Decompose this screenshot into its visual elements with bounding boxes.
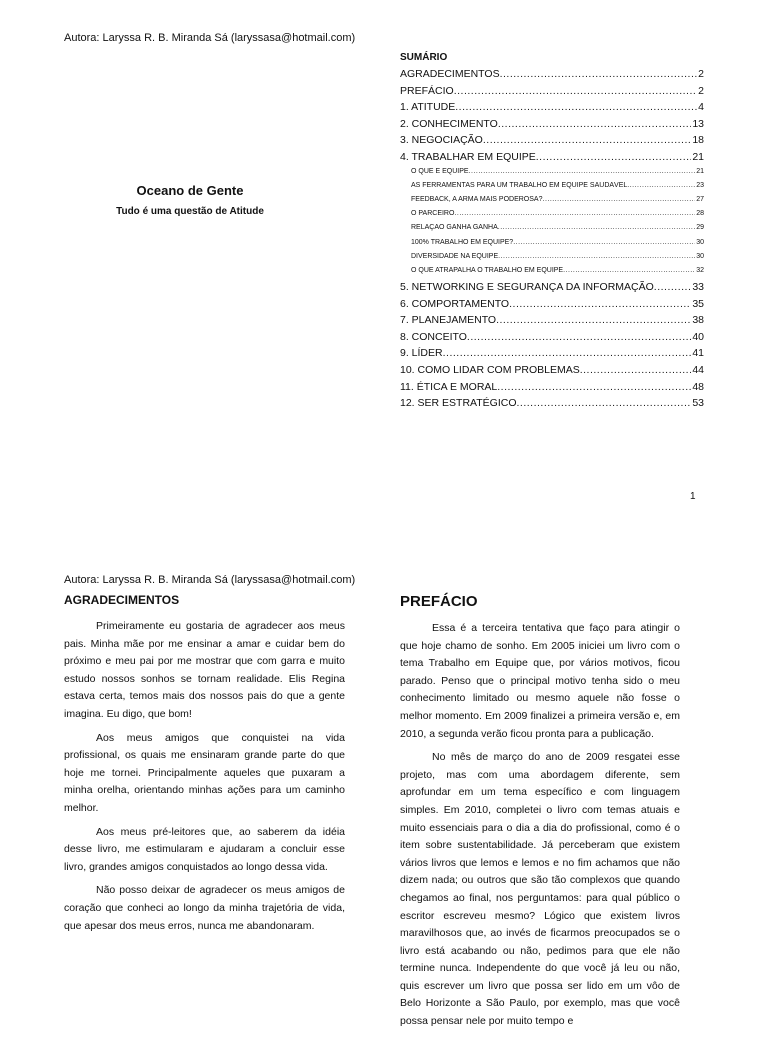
toc-entry-label: 6. COMPORTAMENTO bbox=[400, 297, 510, 310]
toc-entry-label: RELAÇÃO GANHA GANHA bbox=[411, 224, 498, 232]
toc-entry-label: O PARCEIRO bbox=[411, 210, 455, 218]
toc-entry-label: AGRADECIMENTOS bbox=[400, 68, 500, 80]
toc-entry[interactable] bbox=[400, 314, 704, 331]
toc-entry[interactable] bbox=[400, 210, 704, 224]
toc-entry-label: 3. NEGOCIAÇÃO bbox=[400, 134, 483, 147]
toc-dot-leader bbox=[500, 68, 698, 80]
toc-dot-leader bbox=[627, 182, 695, 189]
toc-entry-page: 13 bbox=[692, 117, 704, 130]
toc-entry-label: 5. NETWORKING E SEGURANÇA DA INFORMAÇÃO bbox=[400, 281, 654, 294]
toc-entry[interactable] bbox=[400, 253, 704, 267]
toc-dot-leader bbox=[496, 314, 691, 326]
toc-dot-leader bbox=[497, 381, 691, 393]
toc-entry[interactable] bbox=[400, 298, 704, 315]
toc-entry-label: O QUE É EQUIPE bbox=[411, 167, 469, 175]
toc-dot-leader bbox=[443, 347, 692, 359]
toc-dot-leader bbox=[509, 298, 691, 310]
toc-entry[interactable] bbox=[400, 196, 704, 210]
preface-text bbox=[400, 620, 680, 1037]
toc-entry-page: 38 bbox=[692, 314, 704, 327]
toc-entry[interactable] bbox=[400, 397, 704, 414]
toc-entry-label: FEEDBACK, A ARMA MAIS PODEROSA? bbox=[411, 195, 543, 203]
table-of-contents bbox=[400, 52, 704, 414]
toc-entry[interactable] bbox=[400, 381, 704, 398]
toc-dot-leader bbox=[536, 151, 692, 163]
toc-entry-page: 21 bbox=[692, 150, 704, 163]
toc-dot-leader bbox=[454, 210, 695, 217]
toc-entry-page: 32 bbox=[696, 266, 704, 274]
toc-entry-page: 35 bbox=[692, 297, 704, 310]
book-subtitle: Tudo é uma questão de Atitude bbox=[116, 206, 264, 217]
preface-heading: PREFÁCIO bbox=[400, 593, 478, 610]
toc-entry-label: PREFÁCIO bbox=[400, 84, 454, 97]
toc-entry-page: 28 bbox=[696, 210, 704, 218]
toc-entry[interactable] bbox=[400, 168, 704, 182]
toc-entry-label: 12. SER ESTRATÉGICO bbox=[400, 397, 517, 410]
toc-entry-page: 44 bbox=[692, 364, 704, 377]
toc-entry-label: O QUE ATRAPALHA O TRABALHO EM EQUIPE bbox=[411, 266, 564, 274]
page-number: 1 bbox=[690, 491, 696, 502]
toc-dot-leader bbox=[467, 331, 691, 343]
toc-entry[interactable] bbox=[400, 101, 704, 118]
toc-entry-page: 27 bbox=[696, 195, 704, 203]
toc-entry-page: 41 bbox=[692, 347, 704, 360]
toc-entry-page: 53 bbox=[692, 397, 704, 410]
toc-entry-page: 18 bbox=[692, 134, 704, 147]
toc-dot-leader bbox=[543, 196, 696, 203]
toc-entry[interactable] bbox=[400, 239, 704, 253]
toc-entry[interactable] bbox=[400, 267, 704, 281]
toc-entry-label: 4. TRABALHAR EM EQUIPE bbox=[400, 150, 536, 163]
toc-entry-page: 30 bbox=[696, 238, 704, 246]
toc-entry-label: DIVERSIDADE NA EQUIPE bbox=[411, 252, 499, 260]
toc-entry-label: 10. COMO LIDAR COM PROBLEMAS bbox=[400, 364, 580, 377]
toc-entry[interactable] bbox=[400, 68, 704, 85]
preface-paragraph: No mês de março do ano de 2009 resgatei esse projeto, mas com uma abordagem diferente, sem aprofundar em um tema específico e com linguagem simples. Em 2010, completei o livro com temas atuais e muito essenciais para o dia a dia do profissional, como é o item sobre sustentabilidade. Já perceberam que existem vários livros que lemos e lemos e no fim achamos que não dizem nada; ou outros que são tão complexos que quando chegamos ao final, nos perguntamos: para qual público o escritor escreveu mesmo? Lógico que existem livros maravilhosos que, ao invés de ficarmos preocupados se o livro está acabando ou não, pedimos para que ele não termine nunca. Independente do que você já leu ou não, quis escrever um livro que possa ser lido em um vôo de Belo Horizonte a São Paulo, por exemplo, mas que você possa pensar nele por muito tempo e bbox=[400, 751, 680, 1028]
toc-entry[interactable] bbox=[400, 182, 704, 196]
acknowledgements-paragraph: Aos meus amigos que conquistei na vida profissional, os quais me ensinaram grande parte do que hoje me tornei. Principalmente aqueles que puxaram a minha orelha, orientando minhas ações para um caminho melhor. bbox=[64, 731, 345, 814]
page2-author-line: Autora: Laryssa R. B. Miranda Sá (laryssasa@hotmail.com) bbox=[64, 574, 356, 586]
toc-entry-page: 23 bbox=[696, 181, 704, 189]
toc-entry-page: 48 bbox=[692, 380, 704, 393]
acknowledgements-paragraph: Não posso deixar de agradecer os meus amigos de coração que conheci ao longo da minha trajetória de vida, que apesar dos meus erros, nunca me abandonaram. bbox=[64, 884, 345, 932]
acknowledgements-heading: AGRADECIMENTOS bbox=[64, 593, 180, 607]
toc-entry-page: 2 bbox=[698, 68, 704, 80]
toc-entry[interactable] bbox=[400, 151, 704, 168]
toc-entry[interactable] bbox=[400, 347, 704, 364]
toc-entry-label: 8. CONCEITO bbox=[400, 330, 467, 343]
toc-entry-page: 30 bbox=[696, 252, 704, 260]
toc-entry[interactable] bbox=[400, 134, 704, 151]
acknowledgements-text bbox=[64, 618, 345, 941]
preface-paragraph: Essa é a terceira tentativa que faço para atingir o que hoje chamo de sonho. Em 2005 iniciei um livro com o tema Trabalho em Equipe que, por vários motivos, ficou parado. Penso que o principal motivo tenha sido o meu conhecimento limitado ou mesmo aquele não fosse o melhor momento. Em 2009 finalizei a primeira versão e, em 2010, a segunda verão ficou pronta para a publicação. bbox=[400, 622, 680, 740]
toc-dot-leader bbox=[498, 253, 695, 260]
toc-entry-label: 2. CONHECIMENTO bbox=[400, 117, 498, 130]
toc-entry-page: 4 bbox=[698, 101, 704, 114]
toc-entry[interactable] bbox=[400, 364, 704, 381]
book-title: Oceano de Gente bbox=[136, 183, 244, 198]
toc-heading: SUMÁRIO bbox=[400, 52, 448, 63]
toc-entry-page: 29 bbox=[696, 224, 704, 232]
toc-entry-label: 7. PLANEJAMENTO bbox=[400, 314, 497, 327]
toc-entry[interactable] bbox=[400, 281, 704, 298]
toc-entry-page: 2 bbox=[698, 84, 704, 97]
toc-entry-label: 11. ÉTICA E MORAL bbox=[400, 380, 498, 393]
toc-dot-leader bbox=[454, 85, 697, 97]
toc-list bbox=[400, 68, 704, 414]
toc-dot-leader bbox=[517, 397, 692, 409]
toc-dot-leader bbox=[498, 224, 695, 231]
toc-entry[interactable] bbox=[400, 224, 704, 238]
acknowledgements-paragraph: Primeiramente eu gostaria de agradecer aos meus pais. Minha mãe por me ensinar a amar e cuidar bem do próximo e meu pai por me mostrar que com garra e muito estudo nossos sonhos se tornam realidade. Elis Regina estava certa, temos mais dos nossos pais do que a gente imagina. Eu digo, que bom! bbox=[64, 620, 345, 720]
toc-dot-leader bbox=[498, 118, 691, 130]
toc-dot-leader bbox=[580, 364, 692, 376]
toc-dot-leader bbox=[563, 267, 695, 274]
acknowledgements-paragraph: Aos meus pré-leitores que, ao saberem da idéia desse livro, me estimularam e ajudaram a concluir esse livro, grandes amigos conquistados ao longo dessa vida. bbox=[64, 825, 345, 873]
toc-entry-label: 1. ATITUDE bbox=[400, 101, 456, 114]
toc-entry-page: 33 bbox=[692, 281, 704, 294]
toc-entry-label: 9. LÍDER bbox=[400, 347, 443, 360]
toc-entry-page: 40 bbox=[692, 330, 704, 343]
toc-dot-leader bbox=[513, 239, 695, 246]
toc-dot-leader bbox=[483, 134, 691, 146]
toc-entry-label: 100% TRABALHO EM EQUIPE? bbox=[411, 238, 514, 246]
toc-dot-leader bbox=[455, 101, 697, 113]
toc-entry-page: 21 bbox=[696, 167, 704, 175]
toc-dot-leader bbox=[654, 281, 692, 293]
toc-dot-leader bbox=[469, 168, 696, 175]
toc-entry[interactable] bbox=[400, 331, 704, 348]
toc-entry[interactable] bbox=[400, 118, 704, 135]
toc-entry[interactable] bbox=[400, 85, 704, 102]
toc-entry-label: AS FERRAMENTAS PARA UM TRABALHO EM EQUIPE SAUDÁVEL bbox=[411, 181, 628, 189]
page1-author-line: Autora: Laryssa R. B. Miranda Sá (laryssasa@hotmail.com) bbox=[64, 32, 356, 44]
